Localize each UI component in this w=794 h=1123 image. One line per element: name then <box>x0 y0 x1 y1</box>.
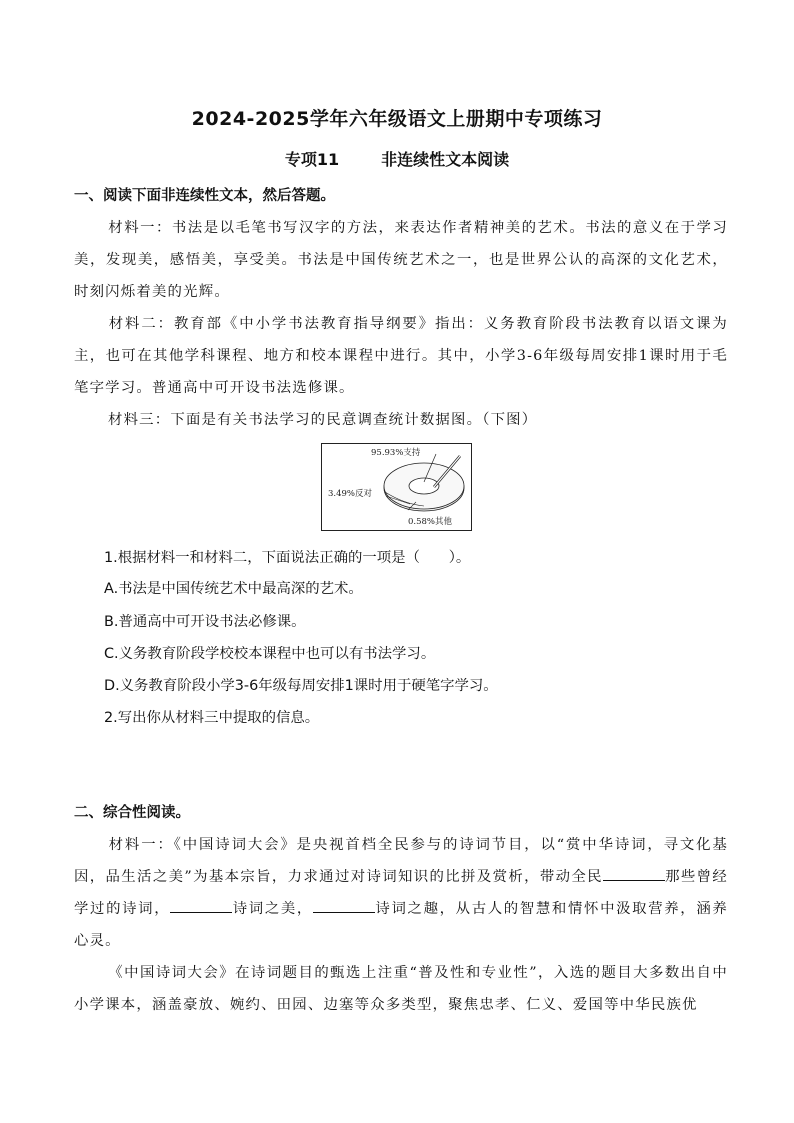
option-a: A.书法是中国传统艺术中最高深的艺术。 <box>104 581 363 597</box>
material-2: 材料二：教育部《中小学书法教育指导纲要》指出：义务教育阶段书法教育以语文课为主，也可在其他学科课程、地方和校本课程中进行。其中，小学3-6年级每周安排1课时用于毛笔字学习。普通高中可开设书法选修课。 <box>74 316 728 396</box>
label-other: 0.58%其他 <box>408 517 453 527</box>
label-oppose: 3.49%反对 <box>328 489 373 499</box>
subtitle-name: 非连续性文本阅读 <box>381 150 510 169</box>
question-1: 1.根据材料一和材料二，下面说法正确的一项是（ ）。 <box>104 550 471 566</box>
option-b: B.普通高中可开设书法必修课。 <box>104 614 306 630</box>
blank-2[interactable] <box>170 898 232 913</box>
option-d: D.义务教育阶段小学3-6年级每周安排1课时用于硬笔字学习。 <box>104 678 498 694</box>
section-2-material-2: 《中国诗词大会》在诗词题目的甄选上注重“普及性和专业性”，入选的题目大多数出自中小学课本，涵盖豪放、婉约、田园、边塞等众多类型，聚焦忠孝、仁义、爱国等中华民族优 <box>74 965 728 1013</box>
section-2-heading: 二、综合性阅读。 <box>74 805 190 821</box>
question-2: 2.写出你从材料三中提取的信息。 <box>104 710 320 726</box>
survey-figure <box>321 443 472 531</box>
option-c: C.义务教育阶段学校校本课程中也可以有书法学习。 <box>104 646 436 662</box>
subtitle-number: 专项11 <box>284 150 340 169</box>
material-1: 材料一：书法是以毛笔书写汉字的方法，来表达作者精神美的艺术。书法的意义在于学习美，发现美，感悟美，享受美。书法是中国传统艺术之一，也是世界公认的高深的文化艺术，时刻闪烁着美的光辉。 <box>74 220 728 300</box>
blank-3[interactable] <box>313 898 375 913</box>
survey-donut-chart <box>322 444 471 530</box>
section-2-material-1: 材料一：《中国诗词大会》是央视首档全民参与的诗词节目，以“赏中华诗词，寻文化基因，品生活之美”为基本宗旨，力求通过对诗词知识的比拼及赏析，带动全民 那些曾经学过的诗词， 诗词之美， 诗词之趣，从古人的智慧和情怀中汲取营养，涵养心灵。 <box>74 837 728 949</box>
page-subtitle <box>0 147 794 170</box>
label-support: 95.93%支持 <box>371 448 421 458</box>
section-1-heading: 一、阅读下面非连续性文本，然后答题。 <box>74 188 335 204</box>
blank-1[interactable] <box>603 866 665 881</box>
page-title: 2024-2025学年六年级语文上册期中专项练习 <box>191 108 603 130</box>
material-3: 材料三：下面是有关书法学习的民意调查统计数据图。（下图） <box>108 412 538 428</box>
